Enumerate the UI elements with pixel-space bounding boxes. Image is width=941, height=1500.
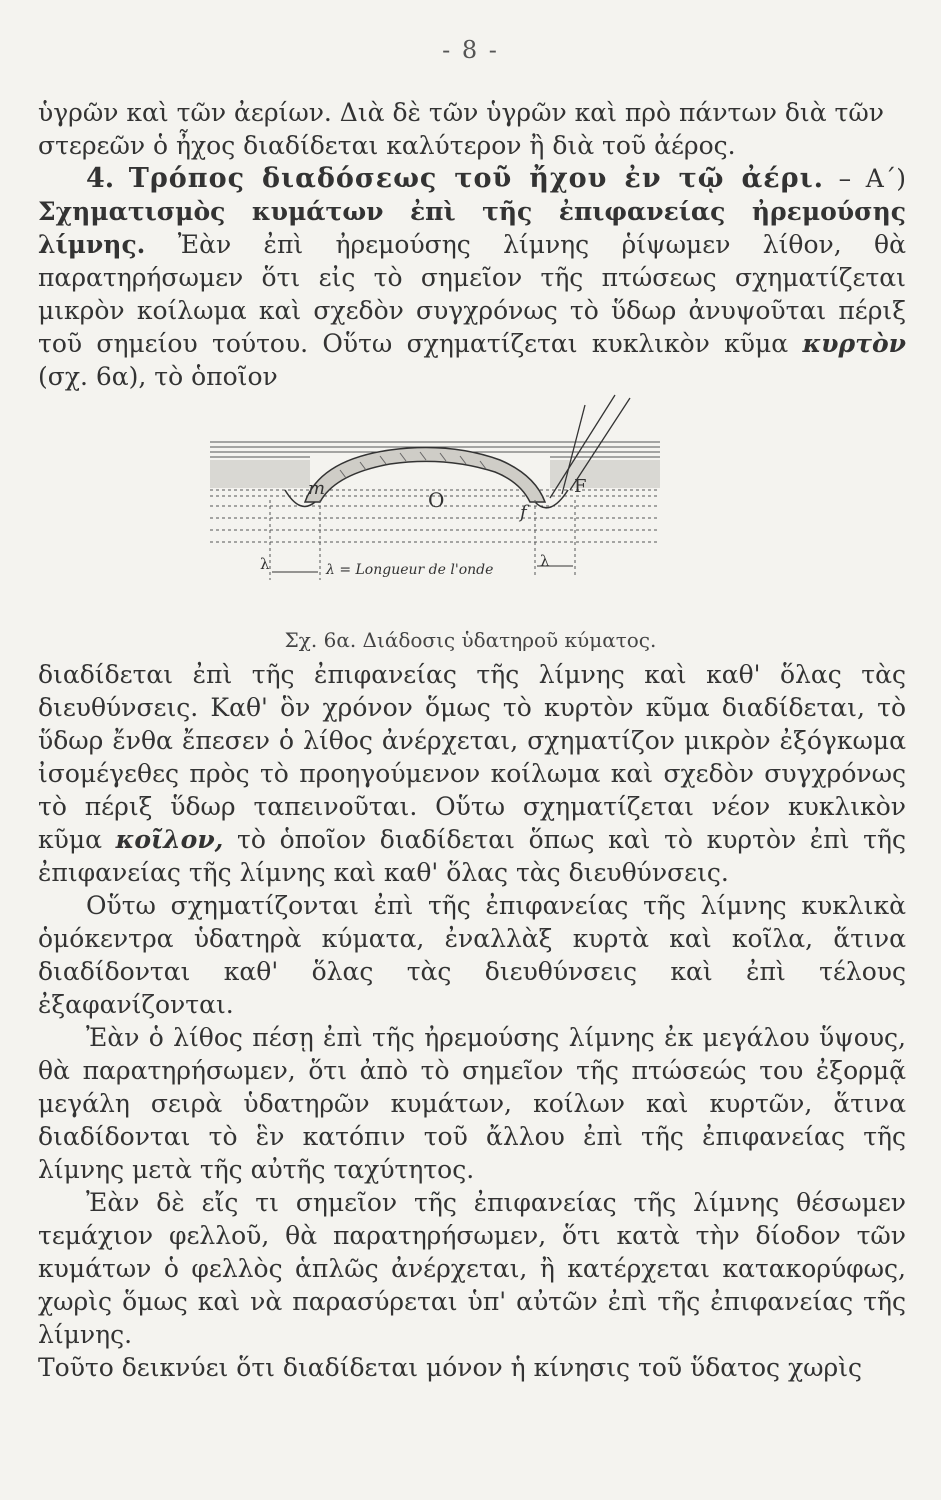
page-number: - 8 -	[442, 36, 499, 64]
paragraph: Οὕτω σχηματίζονται ἐπὶ τῆς ἐπιφανείας τῆς λίμνης κυκλικὰ ὁμόκεντρα ὑδατηρὰ κύματα, ἐναλλὰξ κυρτὰ καὶ κοῖλα, ἅτινα διαδίδονται καθ' ὅλας τὰς διευθύνσεις καὶ ἐπὶ τέλους ἐξαφανίζονται.	[38, 891, 906, 1019]
lambda-legend: λ = Longueur de l'onde	[326, 562, 494, 578]
text-block-top	[38, 96, 906, 393]
section-text: Ἐὰν ἐπὶ ἠρεμούσης λίμνης ῥίψωμεν λίθον, θὰ παρατηρήσωμεν ὅτι εἰς τὸ σημεῖον τῆς πτώσεως σχηματίζεται μικρὸν κοίλωμα καὶ σχεδὸν συγχρόνως τὸ ὕδωρ ἀνυψοῦται πέριξ τοῦ σημείου τούτου. Οὕτω σχηματίζεται κυκλικὸν κῦμα	[38, 230, 906, 358]
section-number: 4.	[86, 163, 115, 194]
label-o: O	[428, 488, 445, 512]
section-title: Τρόπος διαδόσεως τοῦ ἤχου ἐν τῷ ἀέρι.	[128, 163, 825, 194]
text-line: στερεῶν ὁ ἦχος διαδίδεται καλύτερον ἢ διὰ τοῦ ἀέρος.	[38, 131, 736, 160]
paragraph	[38, 658, 906, 889]
emphasis-koilon: κοῖλον,	[115, 825, 224, 854]
text-block-bottom	[38, 658, 906, 1384]
wave-figure	[190, 390, 670, 630]
text-line: ὑγρῶν καὶ τῶν ἀερίων. Διὰ δὲ τῶν ὑγρῶν καὶ πρὸ πάντων διὰ τῶν	[38, 98, 884, 127]
lambda-right: λ	[540, 552, 550, 570]
paragraph: Ἐὰν δὲ εἴς τι σημεῖον τῆς ἐπιφανείας τῆς λίμνης θέσωμεν τεμάχιον φελλοῦ, θὰ παρατηρήσωμεν, ὅτι κατὰ τὴν δίοδον τῶν κυμάτων ὁ φελλὸς ἁπλῶς ἀνέρχεται, ἢ κατέρχεται κατακορύφως, χωρὶς ὅμως καὶ νὰ παρασύρεται ὑπ' αὐτῶν ἐπὶ τῆς ἐπιφανείας τῆς λίμνης.	[38, 1188, 906, 1349]
subsection-marker: – Α΄)	[838, 164, 907, 193]
emphasis-kyrton: κυρτὸν	[802, 329, 906, 358]
wave-crest	[305, 448, 545, 502]
label-m: m	[308, 478, 326, 499]
section-paragraph	[38, 162, 906, 393]
subsection-title: Σχηματισμὸς κυμάτων ἐπὶ τῆς ἐπιφανείας ἠρεμούσης λίμνης.	[38, 197, 906, 259]
paragraph: Ἐὰν ὁ λίθος πέσῃ ἐπὶ τῆς ἠρεμούσης λίμνης ἐκ μεγάλου ὕψους, θὰ παρατηρήσωμεν, ὅτι ἀπὸ τὸ σημεῖον τῆς πτώσεώς του ἐξορμᾷ μεγάλη σειρὰ ὑδατηρῶν κυμάτων, κοίλων καὶ κυρτῶν, ἅτινα διαδίδονται τὸ ἓν κατόπιν τοῦ ἄλλου ἐπὶ τῆς ἐπιφανείας τῆς λίμνης μετὰ τῆς αὐτῆς ταχύτητος.	[38, 1023, 906, 1184]
paragraph: Τοῦτο δεικνύει ὅτι διαδίδεται μόνον ἡ κίνησις τοῦ ὕδατος χωρὶς	[38, 1353, 863, 1382]
label-f: f	[520, 502, 527, 523]
section-text: (σχ. 6α), τὸ ὁποῖον	[38, 362, 278, 391]
paragraph-continuation	[38, 96, 906, 162]
paragraph-text: τὸ ὁποῖον διαδίδεται ὅπως καὶ τὸ κυρτὸν ἐπὶ τῆς ἐπιφανείας τῆς λίμνης καὶ καθ' ὅλας τὰς διευθύνσεις.	[38, 825, 906, 887]
label-F: F	[574, 476, 587, 497]
figure-caption: Σχ. 6α. Διάδοσις ὑδατηροῦ κύματος.	[284, 628, 657, 652]
lambda-left: λ	[260, 555, 270, 573]
paragraph-text: διαδίδεται ἐπὶ τῆς ἐπιφανείας τῆς λίμνης καὶ καθ' ὅλας τὰς διευθύνσεις. Καθ' ὃν χρόνον ὅμως τὸ κυρτὸν κῦμα διαδίδεται, τὸ ὕδωρ ἔνθα ἔπεσεν ὁ λίθος ἀνέρχεται, σχηματίζον μικρὸν ἐξόγκωμα ἰσομέγεθες πρὸς τὸ προηγούμενον κοίλωμα καὶ σχεδὸν συγχρόνως τὸ πέριξ ὕδωρ ταπεινοῦται. Οὕτω σχηματίζεται νέον κυκλικὸν κῦμα	[38, 660, 906, 854]
shaded-region	[210, 460, 310, 488]
